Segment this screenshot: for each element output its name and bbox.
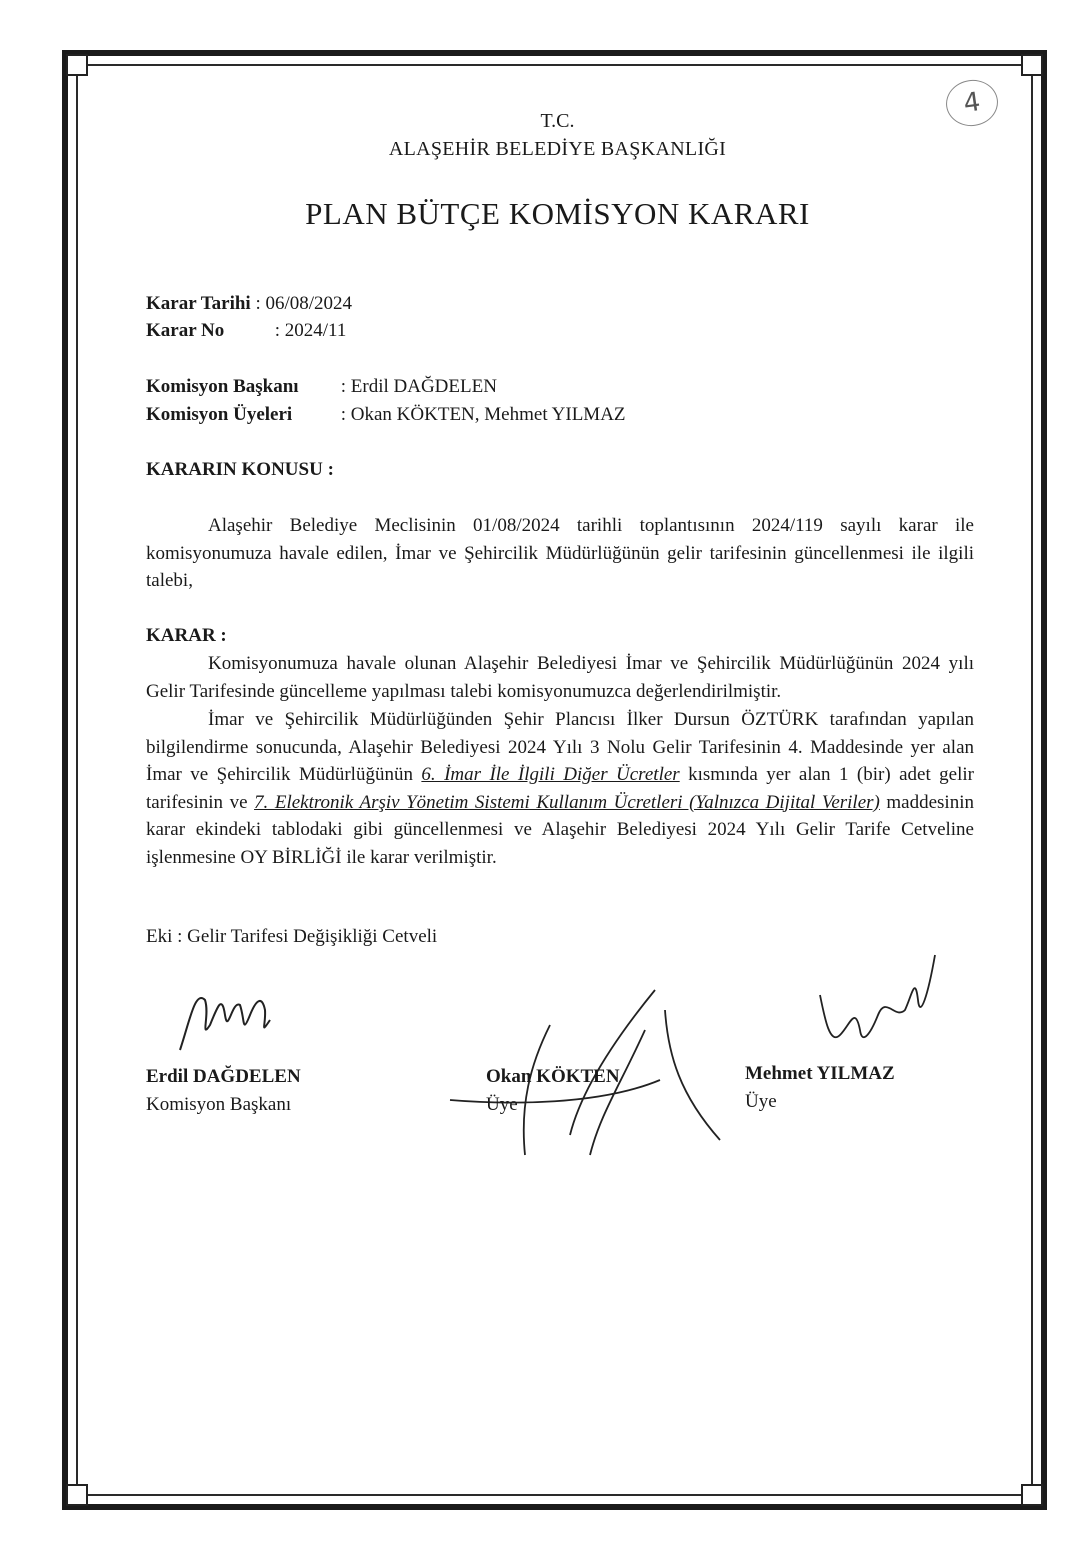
signature-role-1: Komisyon Başkanı — [146, 1094, 292, 1115]
country-header: T.C. — [540, 110, 575, 132]
signature-role-2: Üye — [486, 1094, 518, 1115]
karar-p2-text-c: maddesinin karar ekindeki tablodaki gibi güncellenmesi ve Alaşehir Belediyesi 2024 Yılı Gelir Tarife Cetveline işlenmesine OY BİRLİĞİ ile karar verilmiştir. — [146, 791, 974, 868]
attachment-note: Eki : Gelir Tarifesi Değişikliği Cetveli — [146, 926, 438, 947]
karar-heading: KARAR : — [146, 625, 227, 646]
signature-name-1: Erdil DAĞDELEN — [146, 1066, 301, 1087]
komisyon-uyeleri-row — [146, 404, 626, 426]
corner-ornament — [1021, 1484, 1043, 1506]
corner-ornament — [66, 54, 88, 76]
komisyon-baskani-value: : Erdil DAĞDELEN — [340, 376, 497, 397]
signature-mehmet-image — [800, 935, 950, 1055]
corner-ornament — [66, 1484, 88, 1506]
karar-no-label: Karar No — [146, 320, 225, 341]
komisyon-baskani-row — [146, 376, 497, 398]
karar-tarihi-label: Karar Tarihi — [146, 293, 251, 314]
karar-paragraph-1 — [146, 650, 974, 705]
karar-p2-underlined-2: 7. Elektronik Arşiv Yönetim Sistemi Kullanım Ücretleri (Yalnızca Dijital Veriler) — [254, 791, 880, 813]
karar-p2-underlined-1: 6. İmar İle İlgili Diğer Ücretler — [421, 764, 680, 785]
document-title: PLAN BÜTÇE KOMİSYON KARARI — [305, 196, 810, 231]
signature-role-3: Üye — [745, 1091, 777, 1112]
konu-paragraph — [146, 512, 974, 595]
signature-name-2: Okan KÖKTEN — [486, 1066, 620, 1087]
karar-tarihi-value: : 06/08/2024 — [255, 293, 353, 314]
signature-name-3: Mehmet YILMAZ — [745, 1063, 895, 1084]
karar-no-row — [146, 320, 346, 342]
karar-tarihi-row — [146, 293, 352, 315]
konu-heading: KARARIN KONUSU : — [146, 459, 334, 480]
corner-ornament — [1021, 54, 1043, 76]
komisyon-uyeleri-value: : Okan KÖKTEN, Mehmet YILMAZ — [340, 404, 626, 425]
karar-no-value: : 2024/11 — [274, 320, 347, 341]
karar-p1-text: Komisyonumuza havale olunan Alaşehir Belediyesi İmar ve Şehircilik Müdürlüğünün 2024 yılı Gelir Tarifesinde güncelleme yapılması talebi komisyonumuzca değerlendirilmiştir. — [146, 653, 974, 702]
karar-p2-text-b: kısmında yer alan 1 (bir) adet gelir tarifesinin ve — [146, 764, 974, 813]
komisyon-baskani-label: Komisyon Başkanı — [146, 376, 299, 397]
komisyon-uyeleri-label: Komisyon Üyeleri — [146, 404, 293, 425]
signature-erdil-image — [170, 980, 290, 1060]
karar-p2-text-a: İmar ve Şehircilik Müdürlüğünden Şehir Plancısı İlker Dursun ÖZTÜRK tarafından yapılan bilgilendirme sonucunda, Alaşehir Belediyesi 2024 Yılı 3 Nolu Gelir Tarifesinin 4. Maddesinde yer alan İmar ve Şehircilik Müdürlüğünün — [146, 709, 974, 785]
karar-paragraph-2 — [146, 706, 974, 871]
page-number: 4 — [943, 77, 1001, 130]
konu-text: Alaşehir Belediye Meclisinin 01/08/2024 tarihli toplantısının 2024/119 sayılı karar ile komisyonumuza havale edilen, İmar ve Şehircilik Müdürlüğünün gelir tarifesinin güncellenmesi ile ilgili talebi, — [146, 515, 974, 591]
organization-header: ALAŞEHİR BELEDİYE BAŞKANLIĞI — [388, 138, 727, 160]
